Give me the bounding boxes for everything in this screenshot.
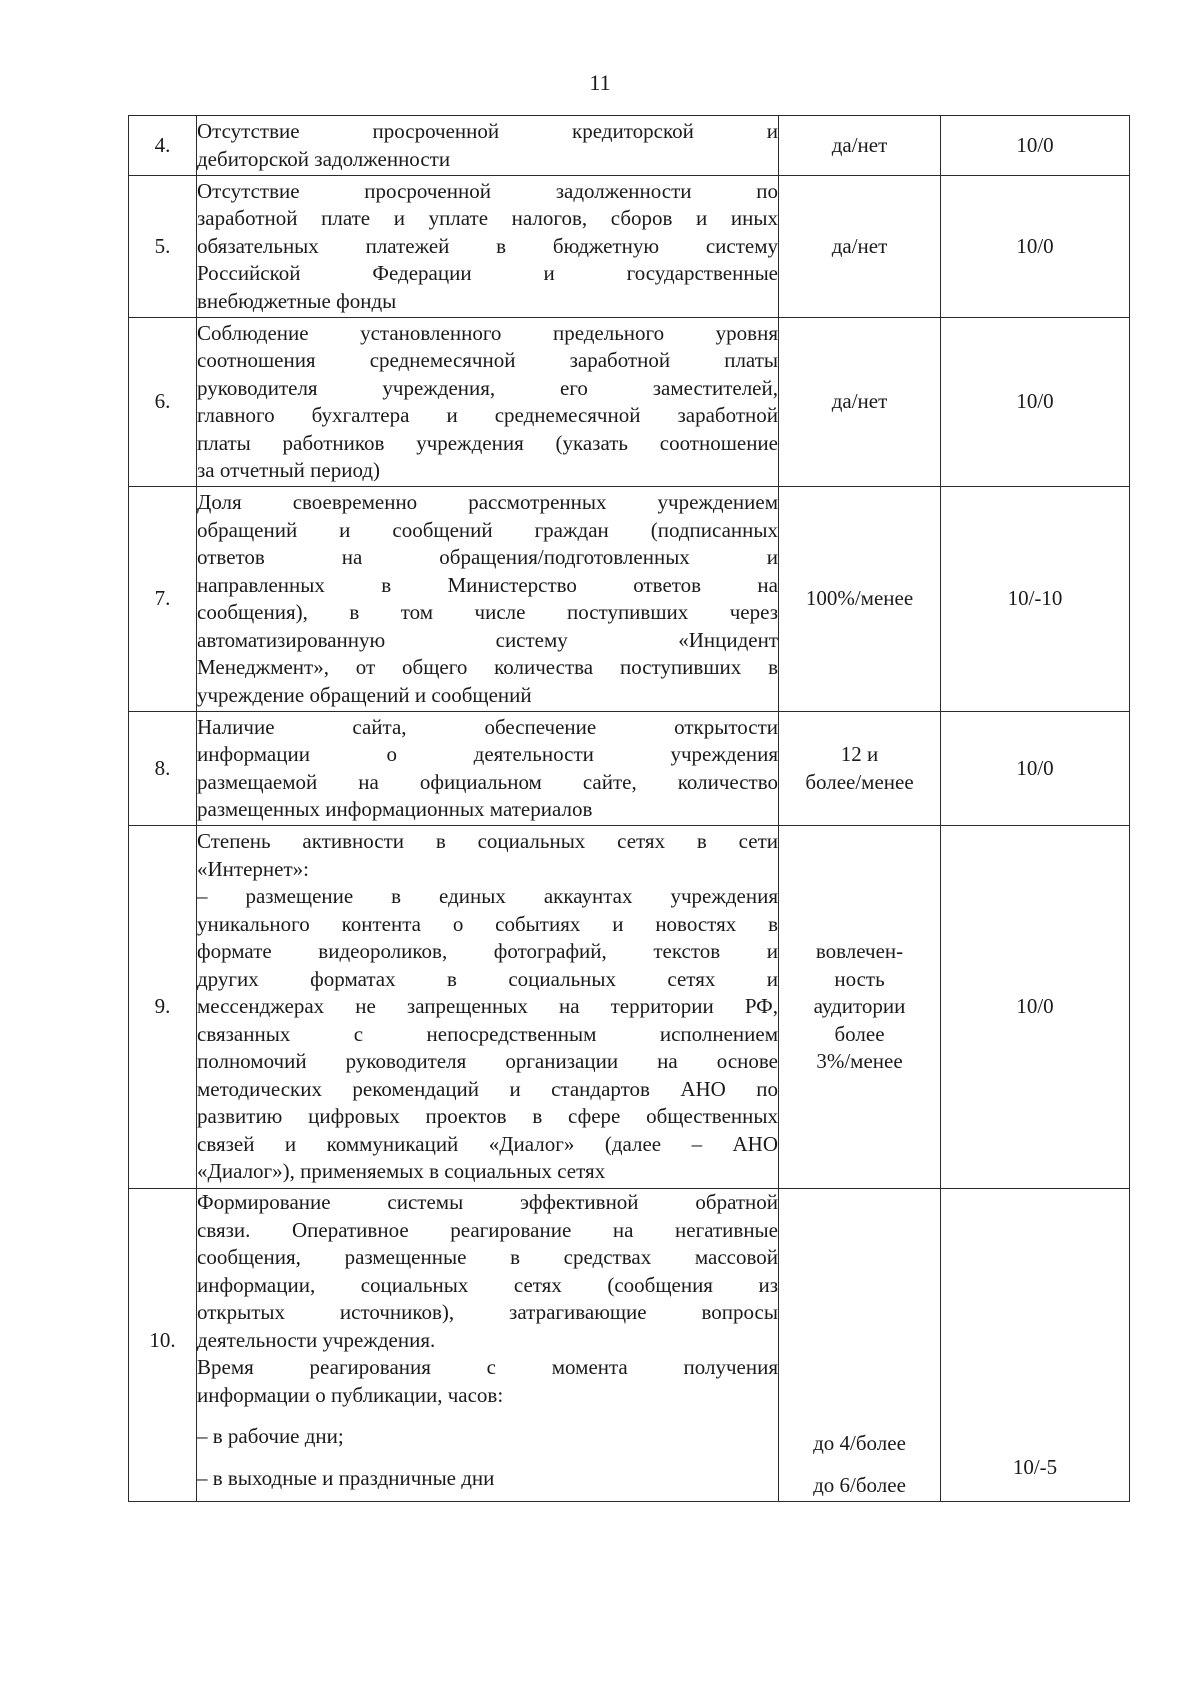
table-row xyxy=(129,116,1130,176)
sub-item-holidays: – в выходные и праздничные дни xyxy=(197,1465,495,1490)
score-cell: 10/0 xyxy=(941,116,1130,176)
score-cell: 10/0 xyxy=(941,712,1130,826)
value-cell: да/нет xyxy=(779,116,941,176)
sub-item-workdays: – в рабочие дни; xyxy=(197,1424,344,1448)
row-number: 8. xyxy=(129,712,197,826)
value-cell: вовлечен- ность аудитории более 3%/менее xyxy=(779,826,941,1189)
criterion-text: Отсутствие просроченной кредиторской и дебиторской задолженности xyxy=(197,116,779,176)
row-number: 4. xyxy=(129,116,197,176)
criterion-text: Степень активности в социальных сетях в сети «Интернет»: – размещение в единых аккаунтах учреждения уникального контента о событиях и новостях в формате видеороликов, фотографий, текстов и других форматах в социальных сетях и мессенджерах не запрещенных на территории РФ, связанных с непосредственным исполнением полномочий руководителя организации на основе методических рекомендаций и стандартов АНО по развитию цифровых проектов в сфере общественных связей и коммуникаций «Диалог» (далее – АНО «Диалог»), применяемых в социальных сетях xyxy=(197,826,779,1189)
row-number: 6. xyxy=(129,318,197,487)
table-row xyxy=(129,712,1130,826)
table-row xyxy=(129,1189,1130,1502)
row-number: 7. xyxy=(129,487,197,712)
value-cell: да/нет xyxy=(779,176,941,318)
table-row xyxy=(129,176,1130,318)
criteria-table xyxy=(128,115,1130,1502)
value-cell: 12 и более/менее xyxy=(779,712,941,826)
row-number: 10. xyxy=(129,1189,197,1502)
page-number: 11 xyxy=(589,70,611,95)
value-cell: 100%/менее xyxy=(779,487,941,712)
score-cell: 10/0 xyxy=(941,318,1130,487)
table-row xyxy=(129,318,1130,487)
value-cell: да/нет xyxy=(779,318,941,487)
sub-value-workdays: до 4/более xyxy=(813,1431,906,1455)
criterion-text: Соблюдение установленного предельного уровня соотношения среднемесячной заработной платы руководителя учреждения, его заместителей, главного бухгалтера и среднемесячной заработной платы работников учреждения (указать соотношение за отчетный период) xyxy=(197,318,779,487)
score-cell: 10/-5 xyxy=(941,1189,1130,1502)
score-cell: 10/0 xyxy=(941,826,1130,1189)
table-row xyxy=(129,487,1130,712)
criterion-text: Наличие сайта, обеспечение открытости информации о деятельности учреждения размещаемой на официальном сайте, количество размещенных информационных материалов xyxy=(197,712,779,826)
row-number: 9. xyxy=(129,826,197,1189)
criterion-text: Доля своевременно рассмотренных учреждением обращений и сообщений граждан (подписанных ответов на обращения/подготовленных и направленных в Министерство ответов на сообщения), в том числе поступивших через автоматизированную систему «Инцидент Менеджмент», от общего количества поступивших в учреждение обращений и сообщений xyxy=(197,487,779,712)
table-row xyxy=(129,826,1130,1189)
criterion-text: Отсутствие просроченной задолженности по заработной плате и уплате налогов, сборов и иных обязательных платежей в бюджетную систему Российской Федерации и государственные внебюджетные фонды xyxy=(197,176,779,318)
row-number: 5. xyxy=(129,176,197,318)
score-cell: 10/-10 xyxy=(941,487,1130,712)
criterion-text: Формирование системы эффективной обратной связи. Оперативное реагирование на негативные сообщения, размещенные в средствах массовой информации, социальных сетях (сообщения из открытых источников), затрагивающие вопросы деятельности учреждения. Время реагирования с момента получения информации о публикации, часов: – в рабочие дни; – в выходные и праздничные дни xyxy=(197,1189,779,1502)
sub-value-holidays: до 6/более xyxy=(813,1472,906,1497)
score-cell: 10/0 xyxy=(941,176,1130,318)
value-cell xyxy=(779,1189,941,1502)
